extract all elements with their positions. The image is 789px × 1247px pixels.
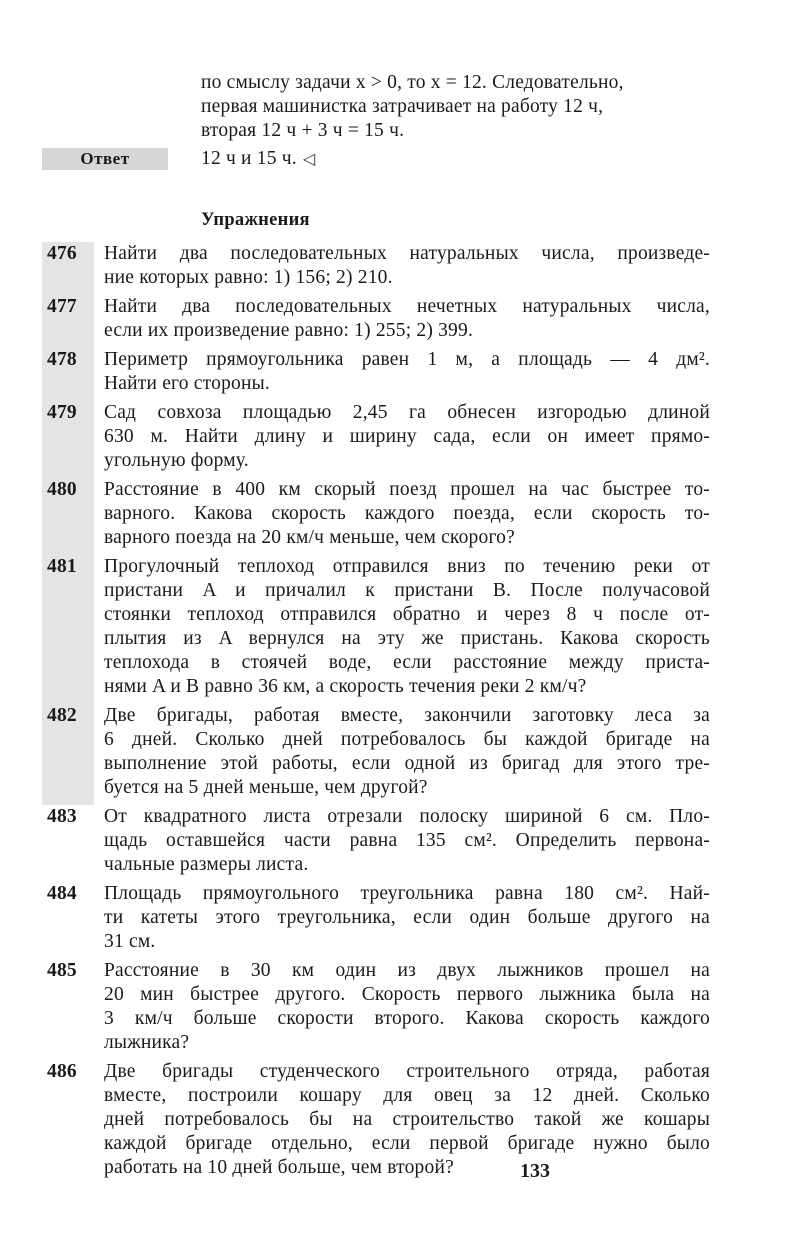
exercise-line: чальные размеры листа. [104,854,309,875]
exercise-line: плытия из A вернулся на эту же пристань. Какова скорость [104,628,710,649]
exercise-number: 478 [47,349,77,370]
exercise-line: если их произведение равно: 1) 255; 2) 399. [104,320,474,341]
exercise-number: 476 [47,243,77,264]
exercise-number: 483 [47,806,77,827]
exercise-line: вместе, построили кошару для овец за 12 дней. Сколько [104,1085,710,1106]
exercise-number: 480 [47,479,77,500]
exercise-line: Расстояние в 30 км один из двух лыжников прошел на [104,960,710,981]
answer-text: 12 ч и 15 ч. [201,148,297,169]
answer-text-row [201,147,315,172]
exercise-text [104,295,710,343]
exercise-line: Найти два последовательных нечетных натуральных числа, [104,296,710,317]
exercise-text [104,348,710,396]
exercise-line: 630 м. Найти длину и ширину сада, если он имеет прямо- [104,426,710,447]
exercise-number: 481 [47,556,77,577]
exercise-line: варного. Какова скорость каждого поезда, если скорость то- [104,503,710,524]
exercise-line: Прогулочный теплоход отправился вниз по течению реки от [104,556,710,577]
exercise-number: 485 [47,960,77,981]
exercise-text [104,478,710,550]
exercise-text [104,959,710,1055]
exercise-line: Сад совхоза площадью 2,45 га обнесен изгородью длиной [104,402,710,423]
page-number: 133 [520,1160,550,1182]
exercise-line: От квадратного листа отрезали полоску шириной 6 см. Пло- [104,806,710,827]
exercise-line: 31 см. [104,931,156,952]
exercise-line: Найти его стороны. [104,373,270,394]
exercise-line: выполнение этой работы, если одной из бригад для этого тре- [104,753,710,774]
exercise-line: лыжника? [104,1032,190,1053]
exercise-line: Периметр прямоугольника равен 1 м, а площадь — 4 дм². [104,349,710,370]
exercise-line: буется на 5 дней меньше, чем другой? [104,777,428,798]
answer-label: Ответ [42,148,168,170]
section-title: Упражнения [201,210,310,230]
exercise-text [104,401,710,473]
exercise-item [0,478,789,550]
exercise-number: 486 [47,1061,77,1082]
exercise-item [0,805,789,877]
solution-line: вторая 12 ч + 3 ч = 15 ч. [201,120,405,141]
exercise-item [0,401,789,473]
exercise-line: Найти два последовательных натуральных числа, произведе- [104,243,710,264]
exercise-item [0,295,789,343]
exercise-item [0,882,789,954]
exercise-item [0,555,789,699]
end-of-solution-icon: ◁ [302,151,316,168]
exercise-number: 484 [47,883,77,904]
solution-line: по смыслу задачи x > 0, то x = 12. Следовательно, [201,72,624,93]
exercise-line: стоянки теплоход отправился обратно и через 8 ч после от- [104,604,710,625]
exercise-line: Две бригады, работая вместе, закончили заготовку леса за [104,705,710,726]
exercise-number: 479 [47,402,77,423]
exercise-text [104,805,710,877]
exercise-line: 3 км/ч больше скорости второго. Какова скорость каждого [104,1008,710,1029]
exercise-number: 477 [47,296,77,317]
exercise-line: варного поезда на 20 км/ч меньше, чем скорого? [104,527,515,548]
exercise-line: ние которых равно: 1) 156; 2) 210. [104,267,393,288]
exercise-line: Площадь прямоугольного треугольника равна 180 см². Най- [104,883,710,904]
exercise-item [0,242,789,290]
exercise-item [0,348,789,396]
exercise-line: теплохода в стоячей воде, если расстояние между приста- [104,652,710,673]
exercise-line: каждой бригаде отдельно, если первой бригаде нужно было [104,1133,710,1154]
exercise-line: работать на 10 дней больше, чем второй? [104,1157,454,1178]
exercise-number: 482 [47,705,77,726]
exercise-line: Расстояние в 400 км скорый поезд прошел на час быстрее то- [104,479,710,500]
exercise-line: ти катеты этого треугольника, если один больше другого на [104,907,710,928]
exercise-text [104,882,710,954]
exercise-text [104,1060,710,1180]
exercise-item [0,704,789,800]
solution-continuation [201,71,721,143]
exercise-line: 6 дней. Сколько дней потребовалось бы каждой бригаде на [104,729,710,750]
exercise-line: Две бригады студенческого строительного отряда, работая [104,1061,710,1082]
exercise-line: нями A и B равно 36 км, а скорость течения реки 2 км/ч? [104,676,587,697]
exercise-text [104,704,710,800]
solution-line: первая машинистка затрачивает на работу 12 ч, [201,96,604,117]
exercise-item [0,959,789,1055]
exercise-text [104,242,710,290]
exercise-list [0,242,789,1185]
exercise-line: пристани A и причалил к пристани B. После получасовой [104,580,710,601]
exercise-line: 20 мин быстрее другого. Скорость первого лыжника была на [104,984,710,1005]
exercise-item [0,1060,789,1180]
exercise-line: угольную форму. [104,450,249,471]
exercise-line: щадь оставшейся части равна 135 см². Определить первона- [104,830,710,851]
exercise-line: дней потребовалось бы на строительство такой же кошары [104,1109,710,1130]
exercise-text [104,555,710,699]
